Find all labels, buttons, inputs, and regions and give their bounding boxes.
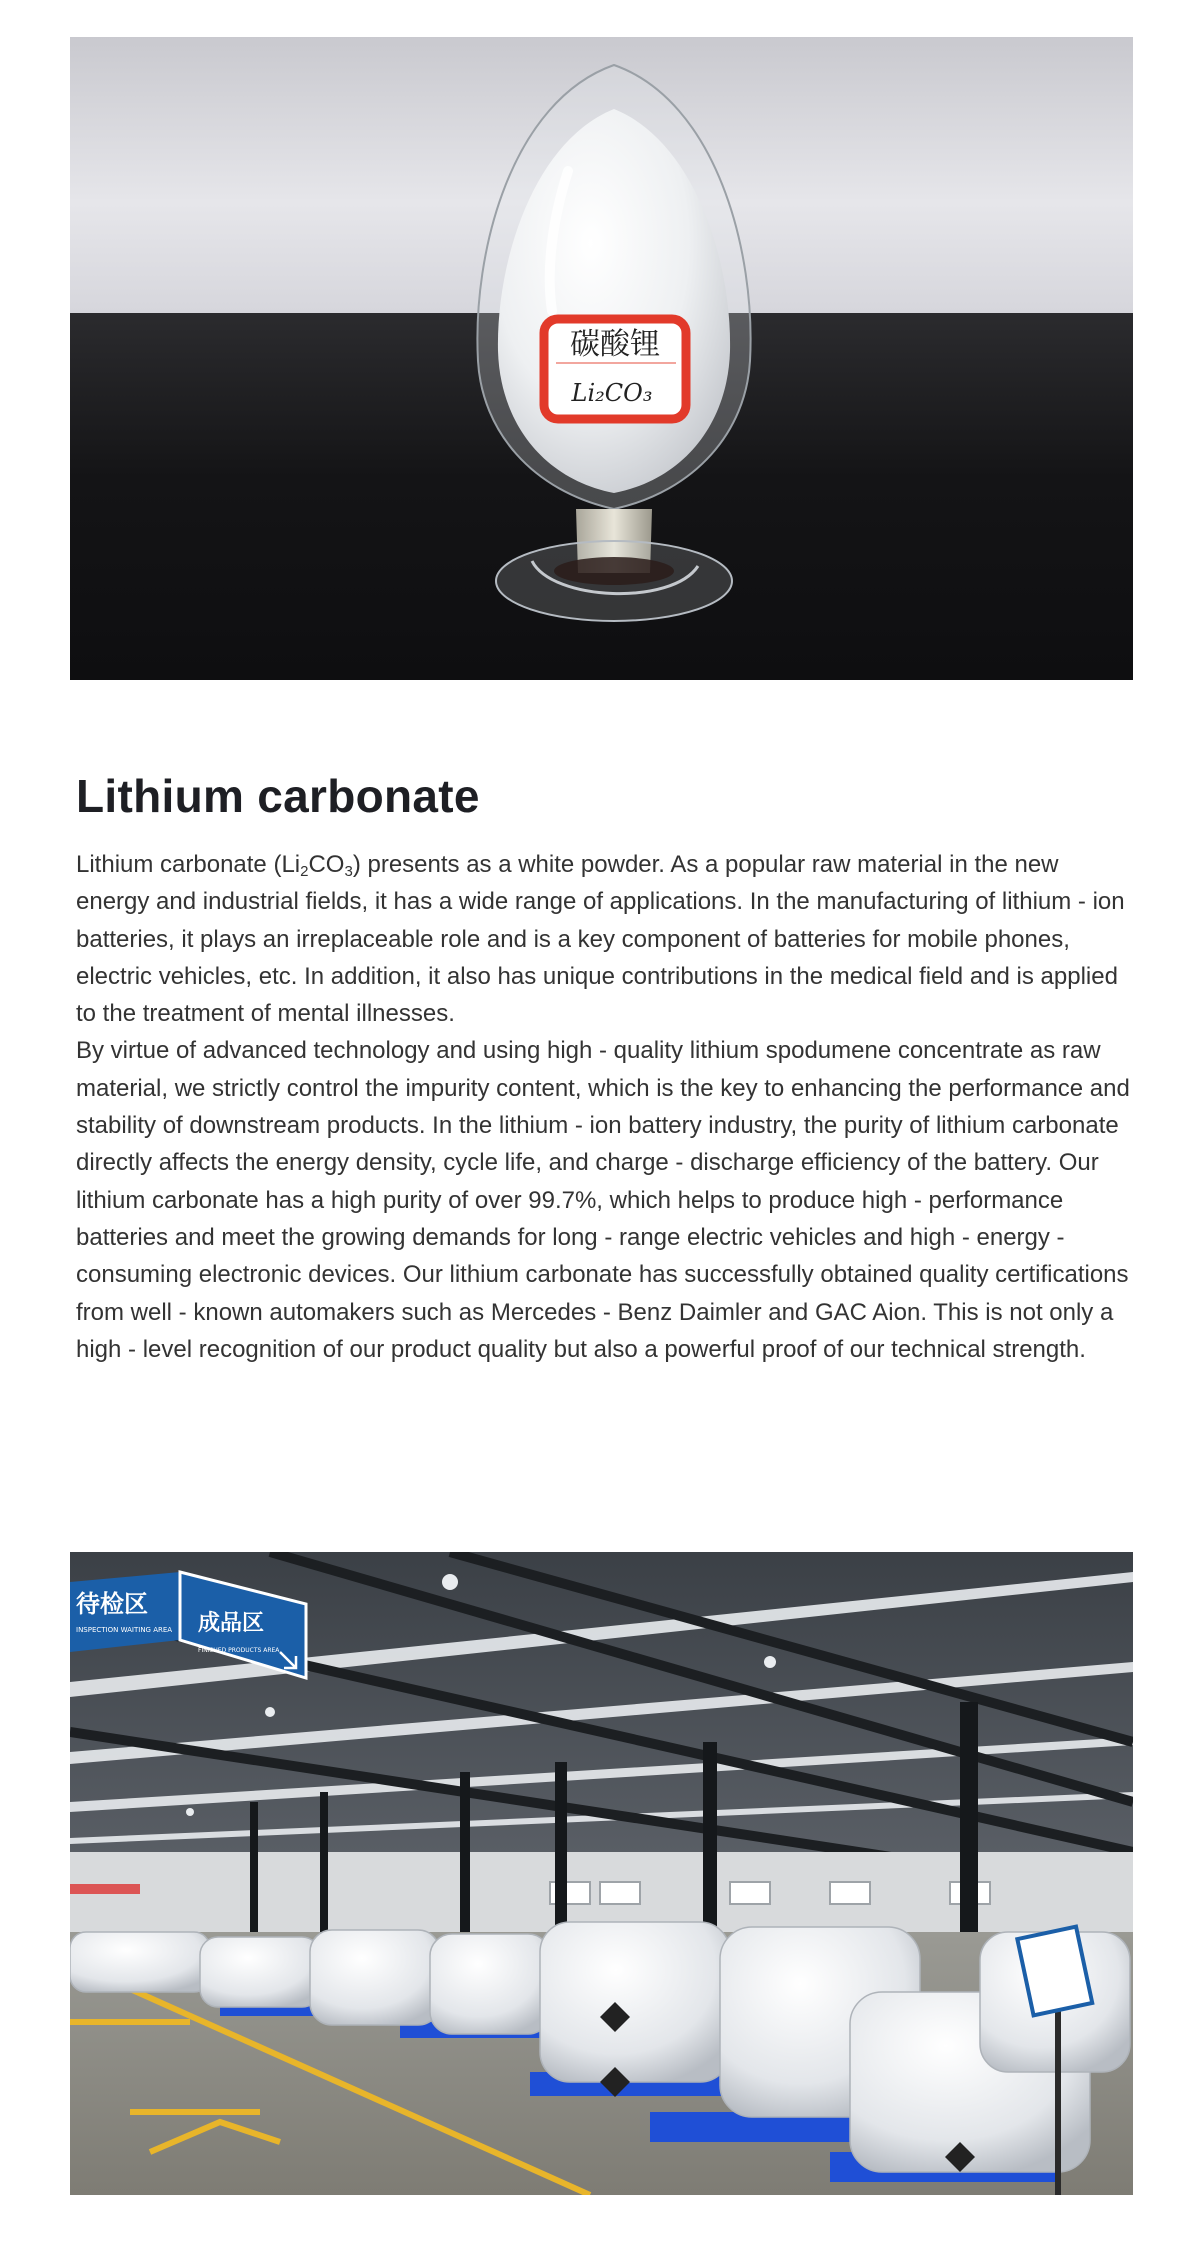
formula-subscript-3: 3 [344,863,353,880]
para1-formula-co: CO [308,851,345,878]
description-paragraph-1 [76,846,1136,1032]
sign-inspection-cn: 待检区 [76,1590,148,1618]
sign-inspection-area [70,1572,180,1652]
sample-flask-illustration [472,61,756,626]
sample-label-chinese: 碳酸锂 [570,327,660,362]
sign-finished-en: FINISHED PRODUCTS AREA [198,1647,280,1654]
description-paragraph-2: By virtue of advanced technology and using high - quality lithium spodumene concentrate as raw material, we strictly control the impurity content, which is the key to enhancing the performance and stability of downstream products. In the lithium - ion battery industry, the purity of lithium carbonate directly affects the energy density, cycle life, and charge - discharge efficiency of the battery. Our lithium carbonate has a high purity of over 99.7%, which helps to produce high - performance batteries and meet the growing demands for long - range electric vehicles and high - energy - consuming electronic devices. Our lithium carbonate has successfully obtained quality certifications from well - known automakers such as Mercedes - Benz Daimler and GAC Aion. This is not only a high - level recognition of our product quality but also a powerful proof of our technical strength. [76,1037,1130,1363]
page-title: Lithium carbonate [76,770,480,822]
para1-text-end: ) presents as a white powder. As a popular raw material in the new energy and industrial fields, it has a wide range of applications. In the manufacturing of lithium - ion batteries, it plays an irreplaceable role and is a key component of batteries for mobile phones, electric vehicles, etc. In addition, it also has unique contributions in the medical field and is applied to the treatment of mental illnesses. [76,851,1125,1028]
product-description-section [76,768,1136,1368]
warehouse-illustration [70,1552,1133,2195]
sign-finished-cn: 成品区 [198,1611,265,1636]
sign-inspection-en: INSPECTION WAITING AREA [76,1626,173,1634]
warehouse-photo [70,1552,1133,2195]
product-photo-lithium-carbonate-sample [70,37,1133,680]
sample-label-formula: Li₂CO₃ [571,379,653,407]
formula-subscript-2: 2 [300,863,309,880]
para1-text-start: Lithium carbonate (Li [76,851,301,878]
